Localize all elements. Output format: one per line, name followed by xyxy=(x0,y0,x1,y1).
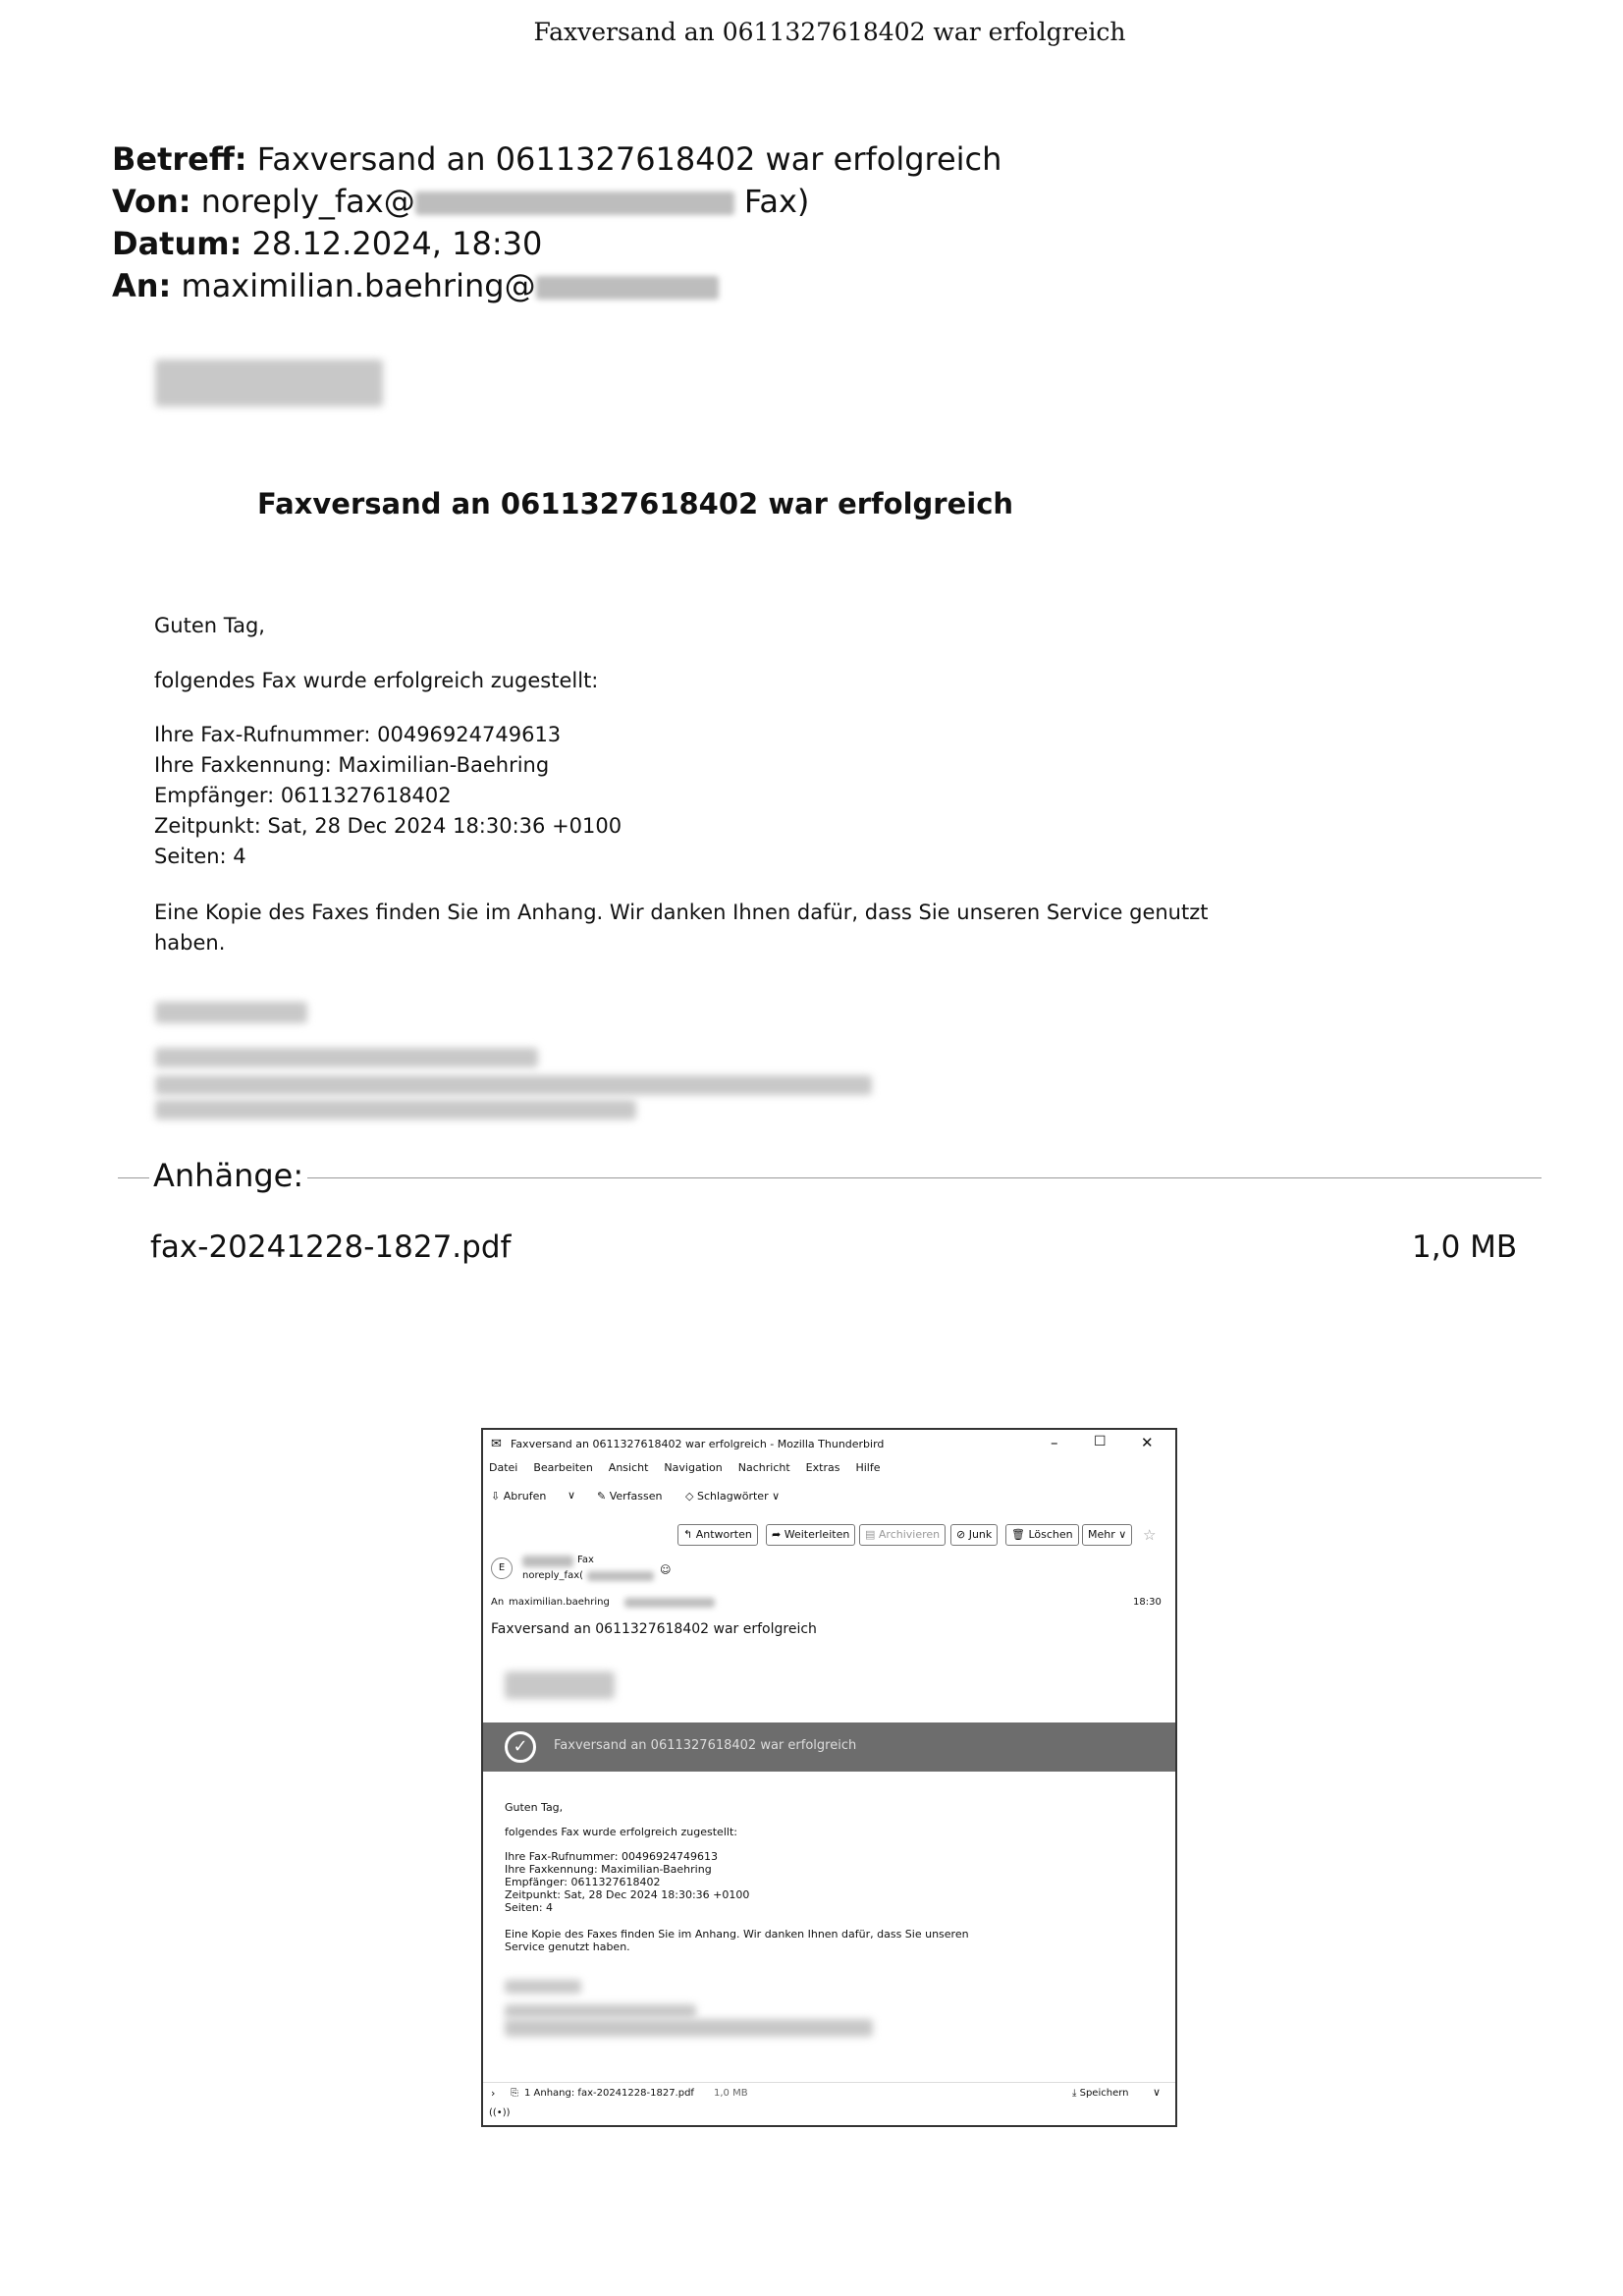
delete-button[interactable]: 🗑 Löschen xyxy=(1005,1524,1079,1546)
redacted-block xyxy=(624,1598,715,1608)
attachment-size-small: 1,0 MB xyxy=(714,2088,748,2099)
message-header xyxy=(483,1554,1175,1593)
menu-bar xyxy=(489,1461,1175,1474)
greeting: Guten Tag, xyxy=(154,614,265,637)
date-label: Datum: xyxy=(112,225,243,262)
message-time: 18:30 xyxy=(1133,1597,1162,1608)
star-icon[interactable]: ☆ xyxy=(1143,1526,1157,1544)
redacted-logo xyxy=(505,1671,615,1699)
closing-line-2: haben. xyxy=(154,931,226,955)
from-line xyxy=(112,180,809,223)
redacted-signature xyxy=(155,1048,538,1067)
from-suffix: Fax) xyxy=(743,183,810,220)
menu-ansicht[interactable]: Ansicht xyxy=(608,1461,649,1474)
sb-recipient: Empfänger: 0611327618402 xyxy=(505,1876,661,1888)
chevron-down-icon[interactable]: ∨ xyxy=(568,1489,576,1502)
minimize-icon[interactable]: – xyxy=(1051,1434,1058,1451)
attachment-summary[interactable]: 1 Anhang: fax-20241228-1827.pdf xyxy=(524,2088,694,2099)
sb-closing-1: Eine Kopie des Faxes finden Sie im Anhang. Wir danken Ihnen dafür, dass Sie unseren xyxy=(505,1928,969,1941)
attachments-label: Anhänge: xyxy=(149,1157,307,1194)
subject-row xyxy=(483,1621,1175,1641)
date-line xyxy=(112,222,542,265)
message-actions xyxy=(483,1524,1175,1548)
menu-hilfe[interactable]: Hilfe xyxy=(855,1461,881,1474)
tags-button[interactable]: ◇ Schlagwörter ∨ xyxy=(685,1490,781,1503)
redacted-logo xyxy=(155,359,383,407)
main-toolbar xyxy=(483,1487,1175,1508)
redacted-signature xyxy=(505,1980,581,1994)
sb-intro: folgendes Fax wurde erfolgreich zugestellt: xyxy=(505,1826,737,1838)
contact-icon[interactable]: ☺ xyxy=(660,1563,672,1576)
redacted-block xyxy=(415,191,734,215)
redacted-signature xyxy=(505,2004,696,2018)
save-button[interactable]: ⤓ Speichern xyxy=(1072,2088,1129,2099)
to-label: An xyxy=(491,1597,505,1608)
avatar: E xyxy=(491,1558,513,1579)
close-icon[interactable]: ✕ xyxy=(1141,1434,1154,1451)
pages: Seiten: 4 xyxy=(154,845,246,868)
checkmark-icon: ✓ xyxy=(505,1731,536,1763)
fax-number: Ihre Fax-Rufnummer: 00496924749613 xyxy=(154,723,562,746)
menu-navigation[interactable]: Navigation xyxy=(664,1461,723,1474)
message-subject: Faxversand an 0611327618402 war erfolgreich xyxy=(491,1621,817,1637)
sender-name: Fax xyxy=(577,1555,594,1565)
fax-id: Ihre Faxkennung: Maximilian-Baehring xyxy=(154,753,550,777)
sb-timestamp: Zeitpunkt: Sat, 28 Dec 2024 18:30:36 +0100 xyxy=(505,1888,750,1901)
sb-fax-number: Ihre Fax-Rufnummer: 00496924749613 xyxy=(505,1850,718,1863)
menu-datei[interactable]: Datei xyxy=(489,1461,518,1474)
closing-line-1: Eine Kopie des Faxes finden Sie im Anhang. Wir danken Ihnen dafür, dass Sie unseren Service genutzt xyxy=(154,901,1209,924)
body-title: Faxversand an 0611327618402 war erfolgreich xyxy=(257,487,1014,520)
menu-bearbeiten[interactable]: Bearbeiten xyxy=(533,1461,593,1474)
subject-line xyxy=(112,137,1001,181)
reply-button[interactable]: ↰ Antworten xyxy=(677,1524,758,1546)
attachment-bar xyxy=(483,2082,1175,2102)
redacted-signature xyxy=(155,1075,872,1095)
page-title: Faxversand an 0611327618402 war erfolgreich xyxy=(533,18,1126,46)
redacted-signature xyxy=(155,1100,636,1120)
compose-button[interactable]: ✎ Verfassen xyxy=(597,1490,663,1503)
thunderbird-screenshot xyxy=(481,1428,1177,2127)
recipient: Empfänger: 0611327618402 xyxy=(154,784,452,807)
connection-icon: ((•)) xyxy=(489,2107,511,2118)
expand-icon[interactable]: › xyxy=(491,2087,496,2100)
sb-pages: Seiten: 4 xyxy=(505,1901,554,1914)
fetch-button[interactable]: ⇩ Abrufen xyxy=(491,1490,547,1503)
chevron-down-icon[interactable]: ∨ xyxy=(1153,2086,1162,2099)
recipient-row xyxy=(483,1597,1175,1613)
archive-button[interactable]: ▤ Archivieren xyxy=(859,1524,946,1546)
redacted-signature xyxy=(505,2019,873,2037)
to-line xyxy=(112,264,719,307)
sender-address: noreply_fax( xyxy=(522,1570,584,1581)
attachment-filename[interactable]: fax-20241228-1827.pdf xyxy=(150,1230,512,1265)
thunderbird-icon: ✉ xyxy=(491,1437,502,1451)
status-bar xyxy=(483,2105,1175,2121)
junk-button[interactable]: ⊘ Junk xyxy=(950,1524,998,1546)
from-prefix: noreply_fax@ xyxy=(200,183,415,220)
success-banner xyxy=(483,1722,1175,1772)
paperclip-icon: ⎘ xyxy=(511,2088,518,2099)
forward-button[interactable]: ➦ Weiterleiten xyxy=(766,1524,855,1546)
subject-label: Betreff: xyxy=(112,140,247,178)
timestamp: Zeitpunkt: Sat, 28 Dec 2024 18:30:36 +0100 xyxy=(154,814,622,838)
sb-closing-2: Service genutzt haben. xyxy=(505,1941,630,1953)
sb-greeting: Guten Tag, xyxy=(505,1801,564,1814)
to-prefix: maximilian.baehring@ xyxy=(181,267,536,304)
attachment-size: 1,0 MB xyxy=(1412,1230,1518,1265)
banner-title: Faxversand an 0611327618402 war erfolgreich xyxy=(554,1738,857,1753)
window-title: Faxversand an 0611327618402 war erfolgreich - Mozilla Thunderbird xyxy=(511,1438,885,1450)
attachments-divider xyxy=(118,1177,1542,1178)
more-button[interactable]: Mehr ∨ xyxy=(1082,1524,1132,1546)
intro: folgendes Fax wurde erfolgreich zugestellt: xyxy=(154,669,599,692)
from-label: Von: xyxy=(112,183,191,220)
to-label: An: xyxy=(112,267,172,304)
redacted-block xyxy=(536,276,719,300)
to-address: maximilian.baehring xyxy=(509,1597,610,1608)
redacted-block xyxy=(522,1556,573,1567)
menu-nachricht[interactable]: Nachricht xyxy=(737,1461,790,1474)
window-titlebar xyxy=(483,1434,1175,1455)
subject-value: Faxversand an 0611327618402 war erfolgreich xyxy=(256,140,1002,178)
date-value: 28.12.2024, 18:30 xyxy=(251,225,543,262)
sb-fax-id: Ihre Faxkennung: Maximilian-Baehring xyxy=(505,1863,712,1876)
redacted-block xyxy=(587,1571,654,1581)
menu-extras[interactable]: Extras xyxy=(805,1461,840,1474)
maximize-icon[interactable]: ☐ xyxy=(1094,1434,1107,1449)
redacted-signature xyxy=(155,1002,307,1023)
